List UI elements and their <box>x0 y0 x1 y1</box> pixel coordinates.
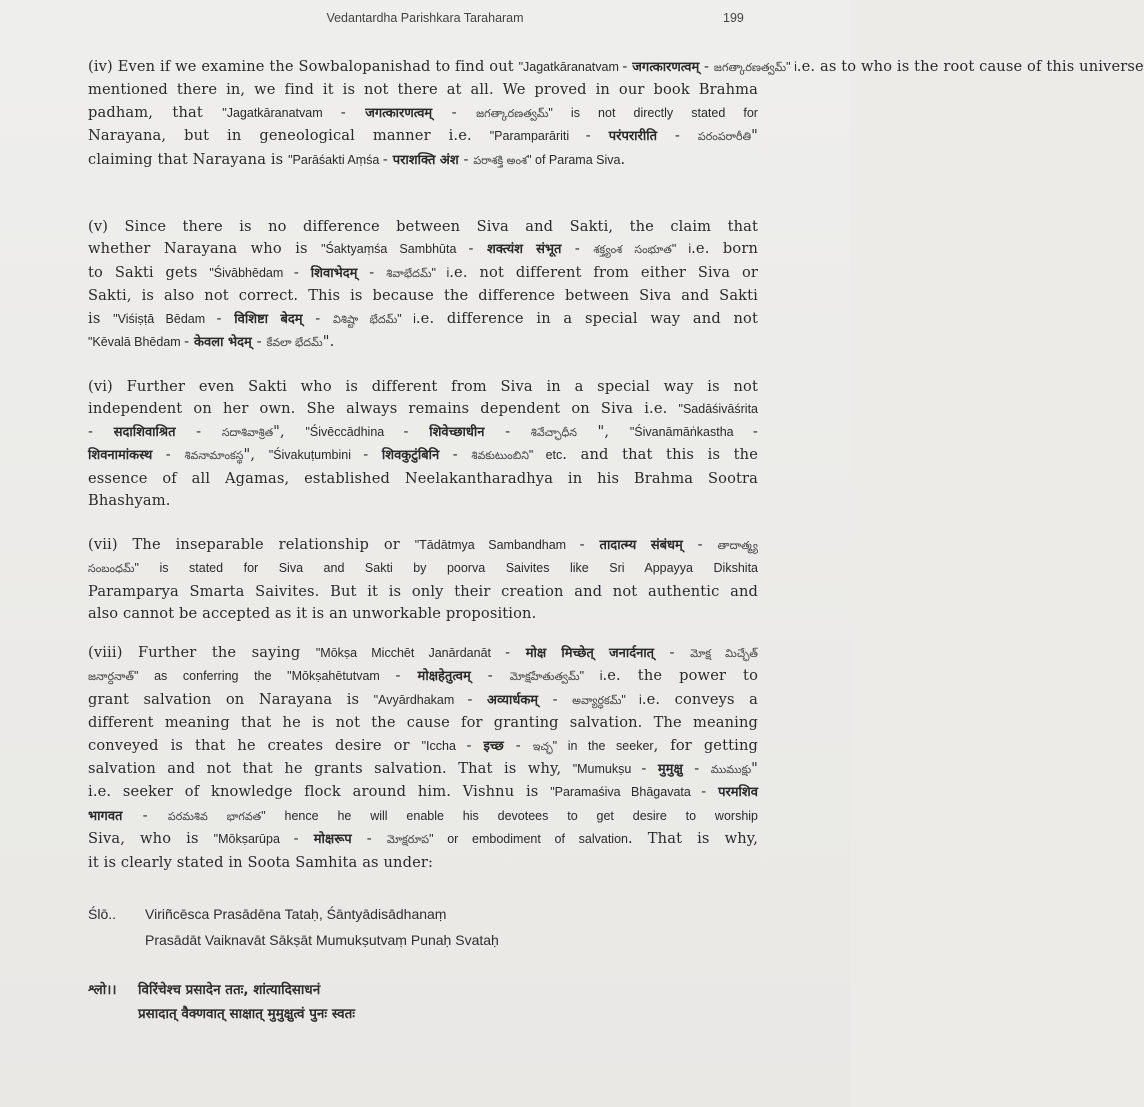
paragraph-line: is "Viśiṣṭā Bēdam - विशिष्टा बेदम् - విశిష్టా భేదమ్" i.e. difference in a special way and not <box>88 309 758 327</box>
paragraph-line: Bhashyam. <box>88 492 171 510</box>
paragraph-line: salvation and not that he grants salvation. That is why, "Mumukṣu - मुमुक्षु - ముముక్షు" <box>88 760 759 778</box>
paragraph-line: "Kēvalā Bhēdam - केवला भेदम् - కేవలా భేదమ్". <box>88 333 335 351</box>
paragraph-line: Sakti, is also not correct. This is because the difference between Siva and Sakti <box>88 287 758 305</box>
paragraph <box>88 642 758 874</box>
paragraph <box>88 216 758 354</box>
running-header-title: Vedantardha Parishkara Taraharam <box>326 11 524 25</box>
paragraph-line: సంబంధమ్" is stated for Siva and Sakti by poorva Saivites like Sri Appayya Dikshita <box>88 561 758 576</box>
paragraph-line: Narayana, but in geneological manner i.e. "Paramparāriti - परंपरारीति - పరంపరారీతి" <box>88 127 758 145</box>
sloka-devanagari-line-2: प्रसादात् वैक्णवात् साक्षात् मुमुक्षुत्वं पुनः स्वतः <box>138 1006 356 1022</box>
sloka-line-2: Prasādāt Vaiknavāt Sākṣāt Mumukṣutvaṃ Punaḥ Svataḥ <box>145 932 499 948</box>
paragraph-line: also cannot be accepted as it is an unworkable proposition. <box>88 605 537 623</box>
paragraph-line: claiming that Narayana is "Parāśakti Aṃśa - पराशक्ति अंश - పరాశక్తి అంశ" of Parama Siva. <box>88 150 626 168</box>
paragraph-line: essence of all Agamas, established Neelakantharadhya in his Brahma Sootra <box>88 469 758 487</box>
paragraph-line: Paramparya Smarta Saivites. But it is only their creation and not authentic and <box>88 582 758 600</box>
sloka-marker: Ślō.. <box>88 906 117 922</box>
sloka-devanagari-line-1: विरिंचेश्च प्रसादेन ततः, शांत्यादिसाधनं <box>138 982 321 998</box>
paragraph-line: i.e. seeker of knowledge flock around him. Vishnu is "Paramaśiva Bhāgavata - परमशिव <box>88 783 758 801</box>
paragraph-line: (vii) The inseparable relationship or "Tādātmya Sambandham - तादात्म्य संबंधम् - తాదాత్మ్య <box>88 536 759 553</box>
sloka-devanagari-marker: श्लो।। <box>88 982 117 998</box>
paragraph-line: शिवनामांकस्थ - శివనామాంకస్థ", "Śivakuṭumbini - शिवकुटुंबिनि - శివకుటుంబిని" etc. and that this is the <box>88 446 758 464</box>
paragraph-line: (iv) Even if we examine the Sowbalopanishad to find out "Jagatkāranatvam - जगत्कारणत्वम् - జగత్కారణత్వమ్" i.e. as to who is the root cause of this universe <box>88 58 1144 75</box>
sloka-line-1: Viriñcēsca Prasādēna Tataḥ, Śāntyādisādhanaṃ <box>145 906 447 922</box>
paragraph-line: to Sakti gets "Śivābhēdam - शिवाभेदम् - శివాభేదమ్" i.e. not different from either Siva or <box>88 263 759 281</box>
paragraph-line: (vi) Further even Sakti who is different from Siva in a special way is not <box>88 378 758 395</box>
paragraph-line: mentioned there in, we find it is not there at all. We proved in our book Brahma <box>88 81 758 99</box>
paragraph-line: different meaning that he is not the cause for granting salvation. The meaning <box>88 714 758 732</box>
paragraph-line: whether Narayana who is "Śaktyaṃśa Sambhūta - शक्त्यंश संभूत - శక్త్యంశ సంభూత" i.e. born <box>88 240 759 258</box>
paragraph-line: it is clearly stated in Soota Samhita as under: <box>88 853 434 871</box>
page-number: 199 <box>723 11 744 25</box>
paragraph-line: padham, that "Jagatkāranatvam - जगत्कारणत्वम् - జగత్కారణత్వమ్" is not directly stated for <box>88 103 758 121</box>
paragraph-line: - सदाशिवाश्रित - సదాశివాశ్రిత", "Śivēccādhina - शिवेच्छाधीन - శివేచ్ఛాధీన ", "Śivanāmāṅkastha - <box>88 422 758 440</box>
paragraph-line: independent on her own. She always remains dependent on Siva i.e. "Sadāśivāśrita <box>88 400 758 418</box>
paragraph-line: भागवत - పరమశివ భాగవత" hence he will enable his devotees to get desire to worship <box>88 806 758 824</box>
paragraph-line: (viii) Further the saying "Mōkṣa Micchēt Janārdanāt - मोक्ष मिच्छेत् जनार्दनात् - మోక్ష మిచ్ఛేత్ <box>88 644 758 661</box>
paragraph-line: grant salvation on Narayana is "Avyārdhakam - अव्यार्धकम् - అవ్యార్ధకమ్" i.e. conveys a <box>88 690 759 708</box>
paragraph-line: జనార్దనాత్" as conferring the "Mōkṣahētutvam - मोक्षहेतुत्वम् - మోక్షహేతుత్వమ్" i.e. the power to <box>88 667 759 685</box>
paragraph-line: Siva, who is "Mōkṣarūpa - मोक्षरूप - మోక్షరూప" or embodiment of salvation. That is why, <box>88 830 759 848</box>
paragraph-line: (v) Since there is no difference between Siva and Sakti, the claim that <box>88 218 758 235</box>
paragraph <box>88 376 758 512</box>
paragraph <box>88 56 1144 172</box>
paragraph-line: conveyed is that he creates desire or "Iccha - इच्छ - ఇచ్ఛ" in the seeker, for getting <box>88 736 758 754</box>
paragraph <box>88 534 758 626</box>
